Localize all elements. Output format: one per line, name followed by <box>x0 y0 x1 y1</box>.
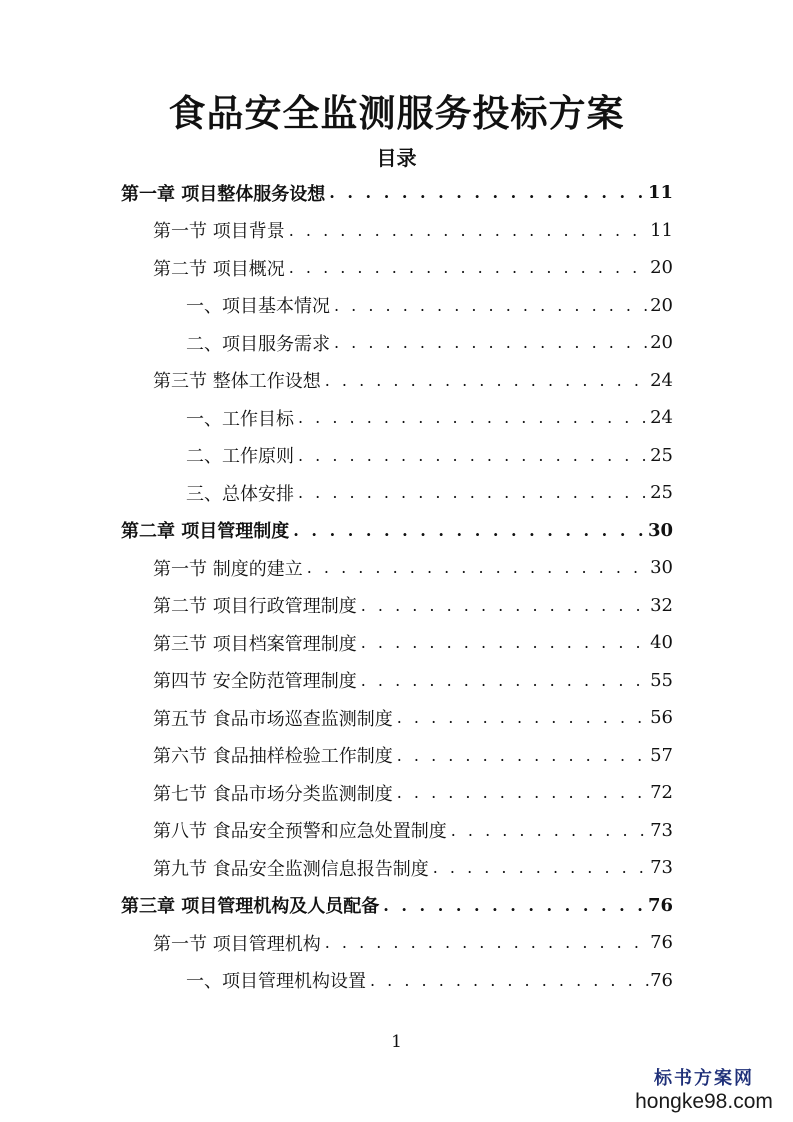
watermark-logo <box>629 1068 779 1114</box>
toc-entry-page: 40 <box>650 632 673 654</box>
toc-entry-page: 73 <box>650 857 673 879</box>
toc-entry-page: 25 <box>650 444 673 466</box>
toc-entry[interactable] <box>153 737 673 775</box>
toc-leader-dots <box>393 783 650 802</box>
toc-leader-dots <box>294 483 650 502</box>
toc-entry-label: 第三节 项目档案管理制度 <box>153 633 357 655</box>
toc-leader-dots <box>447 821 650 840</box>
toc-entry[interactable] <box>153 699 673 737</box>
toc-entry[interactable] <box>153 549 673 587</box>
toc-entry[interactable] <box>153 774 673 812</box>
toc-entry[interactable] <box>153 624 673 662</box>
toc-entry-page: 76 <box>650 932 673 954</box>
toc-entry[interactable] <box>153 249 673 287</box>
toc-entry[interactable] <box>153 362 673 400</box>
toc-entry-page: 20 <box>650 332 673 354</box>
toc-entry-label: 第八节 食品安全预警和应急处置制度 <box>153 821 447 843</box>
toc-entry-page: 30 <box>650 557 673 579</box>
toc-entry-label: 第九节 食品安全监测信息报告制度 <box>153 858 429 880</box>
document-title: 食品安全监测服务投标方案 <box>168 91 625 135</box>
toc-leader-dots <box>321 371 650 390</box>
toc-entry[interactable] <box>153 212 673 250</box>
toc-entry[interactable] <box>121 512 673 550</box>
toc-entry-label: 三、总体安排 <box>186 483 294 505</box>
toc-heading: 目录 <box>376 146 417 170</box>
toc-leader-dots <box>357 671 650 690</box>
toc-entry[interactable] <box>153 812 673 850</box>
toc-entry[interactable] <box>121 887 673 925</box>
toc-entry-label: 二、工作原则 <box>186 446 294 468</box>
toc-entry-page: 32 <box>650 594 673 616</box>
toc-entry-page: 76 <box>647 894 673 916</box>
toc-entry[interactable] <box>186 437 673 475</box>
toc-entry-page: 11 <box>647 182 673 204</box>
toc-entry-label: 一、工作目标 <box>186 408 294 430</box>
toc-entry-page: 30 <box>647 519 673 541</box>
toc-entry-label: 第四节 安全防范管理制度 <box>153 671 357 693</box>
toc-entry-page: 73 <box>650 819 673 841</box>
toc-leader-dots <box>330 296 650 315</box>
watermark-text: 标书方案网 <box>654 1068 754 1089</box>
toc-leader-dots <box>357 596 650 615</box>
toc-entry-label: 第三章 项目管理机构及人员配备 <box>121 896 380 918</box>
toc-entry-page: 11 <box>650 219 673 241</box>
toc-entry-label: 第一节 项目背景 <box>153 221 285 243</box>
toc-entry[interactable] <box>153 587 673 625</box>
toc-entry-label: 一、项目基本情况 <box>186 296 330 318</box>
toc-entry[interactable] <box>186 474 673 512</box>
toc-entry[interactable] <box>153 849 673 887</box>
toc-leader-dots <box>393 708 650 727</box>
watermark-url: hongke98.com <box>635 1090 773 1113</box>
toc-entry-label: 第一章 项目整体服务设想 <box>121 183 326 205</box>
toc-leader-dots <box>357 633 650 652</box>
toc-entry[interactable] <box>153 662 673 700</box>
toc-leader-dots <box>285 258 650 277</box>
toc-leader-dots <box>294 408 650 427</box>
toc-entry[interactable] <box>153 924 673 962</box>
toc-entry-label: 第二节 项目概况 <box>153 258 285 280</box>
toc-entry-label: 第一节 制度的建立 <box>153 558 303 580</box>
toc-leader-dots <box>366 971 650 990</box>
toc-entry-label: 二、项目服务需求 <box>186 333 330 355</box>
toc-leader-dots <box>379 896 648 915</box>
toc-entry-page: 57 <box>650 744 673 766</box>
toc-entry-page: 55 <box>650 669 673 691</box>
toc-leader-dots <box>303 558 650 577</box>
toc-leader-dots <box>289 521 648 540</box>
toc-entry-label: 第六节 食品抽样检验工作制度 <box>153 746 393 768</box>
toc-entry-page: 25 <box>650 482 673 504</box>
page-number: 1 <box>391 1032 402 1052</box>
toc-entry-page: 76 <box>650 969 673 991</box>
toc-entry-label: 第二节 项目行政管理制度 <box>153 596 357 618</box>
toc-entry[interactable] <box>186 399 673 437</box>
toc-entry-label: 第三节 整体工作设想 <box>153 371 321 393</box>
toc-entry-label: 第二章 项目管理制度 <box>121 521 290 543</box>
toc-leader-dots <box>393 746 650 765</box>
toc-entry-page: 20 <box>650 294 673 316</box>
toc-leader-dots <box>285 221 650 240</box>
toc-entry-page: 24 <box>650 407 673 429</box>
toc-leader-dots <box>294 446 650 465</box>
toc-entry-page: 24 <box>650 369 673 391</box>
toc-entry-label: 第五节 食品市场巡查监测制度 <box>153 708 393 730</box>
toc-entry-page: 56 <box>650 707 673 729</box>
toc-entry[interactable] <box>121 174 673 212</box>
toc-leader-dots <box>330 333 650 352</box>
toc-entry-label: 第一节 项目管理机构 <box>153 933 321 955</box>
toc-leader-dots <box>321 933 650 952</box>
toc-leader-dots <box>325 183 648 202</box>
toc-entry[interactable] <box>186 962 673 1000</box>
toc-entry-page: 72 <box>650 782 673 804</box>
toc-entry[interactable] <box>186 287 673 325</box>
toc-entry[interactable] <box>186 324 673 362</box>
toc-entry-page: 20 <box>650 257 673 279</box>
toc-entry-label: 一、项目管理机构设置 <box>186 971 366 993</box>
toc-entry-label: 第七节 食品市场分类监测制度 <box>153 783 393 805</box>
toc-leader-dots <box>429 858 650 877</box>
